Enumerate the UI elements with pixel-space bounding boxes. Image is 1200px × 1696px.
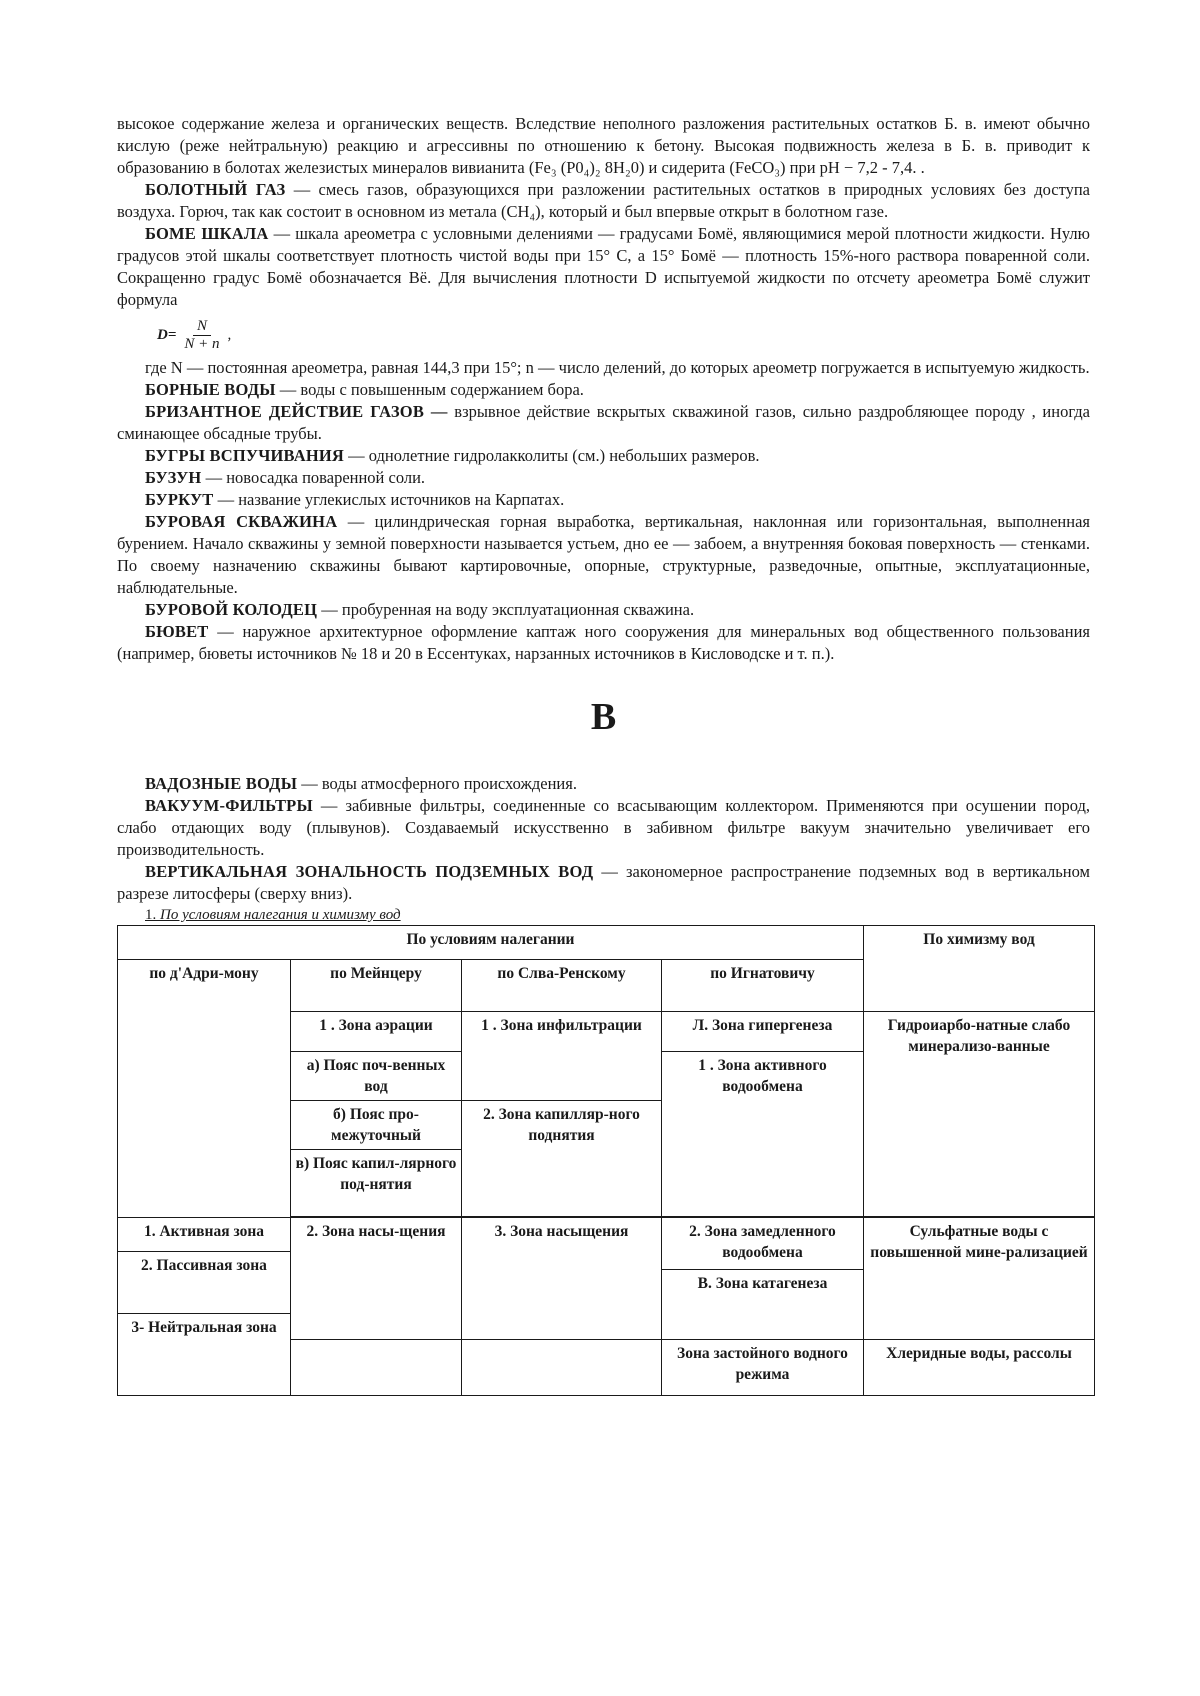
entry-definition: — воды атмосферного происхождения. [297,774,577,793]
formula-fraction [180,318,223,353]
formula-denominator: N + n [184,335,220,352]
entry-term: БОМЕ ШКАЛА [145,224,269,243]
cell-infiltration-zone: 1 . Зона инфильтрации [462,1012,662,1101]
dictionary-entry [117,621,1090,665]
entry-term: БРИЗАНТНОЕ ДЕЙСТВИЕ ГАЗОВ — [145,402,448,421]
cell-saturation-zone-savarensky: 3. Зона насыщения [462,1218,662,1340]
entry-term: БУРОВАЯ СКВАЖИНА [145,512,338,531]
cell-stagnant-zone: Зона застойного водного режима [662,1340,864,1396]
entry-definition: — воды с повышенным содержанием бора. [275,380,584,399]
cell-active-exchange-zone: 1 . Зона активного водообмена [662,1052,864,1217]
cell-empty-savarensky [462,1340,662,1396]
cell-hydrocarbonate-waters: Гидроиарбо-натные слабо минерализо-ванные [864,1012,1095,1217]
table-caption-number: 1. [145,907,160,923]
cell-passive-zone: 2. Пассивная зона [118,1252,291,1314]
entries-group-1 [117,179,1090,311]
header-conditions: По условиям налегании [118,926,864,960]
cell-adrimon: по д'Адри-мону [118,960,291,1218]
entry-definition: — название углекислых источников на Карпатах. [213,490,565,509]
entry-term: БУГРЫ ВСПУЧИВАНИЯ [145,446,345,465]
paragraph-formula-explanation: где N — постоянная ареометра, равная 144,3 при 15°; n — число делений, до которых ареометр погружается в испытуемую жидкость. [145,358,1090,377]
table-caption-text: По условиям налегания и химизму вод [160,907,401,923]
formula-numerator: N [193,318,211,336]
entry-term: БОЛОТНЫЙ ГАЗ [145,180,286,199]
cell-slow-exchange-zone: 2. Зона замедленного водообмена [662,1218,864,1270]
dictionary-entry [117,179,1090,223]
formula-lhs: D= [157,327,177,343]
entry-definition: — смесь газов, образующихся при разложении растительных остатков в природных условиях без доступа воздуха. Горюч, так как состоит в основном из метала (CH₄), который и был впервые открыт в болотном газе. [117,180,1090,221]
cell-empty-meinzer [291,1340,462,1396]
entries-group-2 [117,379,1090,665]
document-page [117,113,1090,1396]
entry-term: ВАКУУМ-ФИЛЬТРЫ [145,796,313,815]
baume-formula [117,315,1090,355]
cell-neutral-zone: 3- Нейтральная зона [118,1314,291,1396]
header-ignatovich: по Игнатовичу [662,960,864,1012]
cell-hypergenesis-zone: Л. Зона гипергенеза [662,1012,864,1052]
header-meinzer: по Мейнцеру [291,960,462,1012]
dictionary-entry [117,795,1090,861]
header-savarensky: по Слва-Ренскому [462,960,662,1012]
paragraph-intro: высокое содержание железа и органических веществ. Вследствие неполного разложения растительных остатков Б. в. имеют обычно кислую (реже нейтральную) реакцию и агрессивны по отношению к бетону. Высокая подвижность железа в Б. в. приводит к образованию в болотах железистых минералов вивианита (Fe₃ (P0₄)₂ 8H₂0) и сидерита (FeCO₃) при pH − 7,2 - 7,4. . [117,114,1090,177]
cell-saturation-zone-meinzer: 2. Зона насы-щения [291,1218,462,1340]
cell-active-zone: 1. Активная зона [118,1218,291,1252]
cell-aeration-zone: 1 . Зона аэрации [291,1012,462,1052]
cell-capillary-rise-zone: 2. Зона капилляр-ного поднятия [462,1101,662,1217]
entry-definition: — забивные фильтры, соединенные со всасывающим коллектором. Применяются при осушении пород, слабо отдающих воду (плывунов). Создаваемый искусственно в забивном фильтре вакуум значительно увеличивает его производительность. [117,796,1090,859]
dictionary-entry [117,223,1090,311]
dictionary-entry [117,511,1090,599]
entry-term: БЮВЕТ [145,622,209,641]
formula-tail: , [227,327,232,343]
header-chemistry: По химизму вод [864,926,1095,1012]
entry-term: ВЕРТИКАЛЬНАЯ ЗОНАЛЬНОСТЬ ПОДЗЕМНЫХ ВОД [145,862,594,881]
entries-group-3 [117,773,1090,905]
cell-sulfate-waters: Сульфатные воды с повышенной мине-рализацией [864,1218,1095,1340]
dictionary-entry [117,445,1090,467]
entry-term: БУРОВОЙ КОЛОДЕЦ [145,600,318,619]
entry-term: БОРНЫЕ ВОДЫ [145,380,276,399]
dictionary-entry [117,861,1090,905]
section-letter: В [590,696,617,738]
entry-term: ВАДОЗНЫЕ ВОДЫ [145,774,298,793]
cell-catagenesis-zone: В. Зона катагенеза [662,1270,864,1340]
entry-definition: — пробуренная на воду эксплуатационная скважина. [317,600,695,619]
table-caption [145,905,1090,925]
entry-definition: взрывное действие вскрытых скважиной газов, сильно раздробляющее породу , иногда сминающее обсадные трубы. [117,402,1091,443]
dictionary-entry [117,489,1090,511]
entry-term: БУЗУН [145,468,202,487]
entry-definition: — наружное архитектурное оформление каптаж ного сооружения для минеральных вод общественного пользования (например, бюветы источников № 18 и 20 в Ессентуках, нарзанных источников в Кисловодске и т. п.). [117,622,1090,663]
vertical-zonality-table [117,925,1095,1396]
dictionary-entry [117,467,1090,489]
dictionary-entry [117,379,1090,401]
entry-definition: — новосадка поваренной соли. [201,468,426,487]
cell-chloride-waters: Хлеридные воды, рассолы [864,1340,1095,1396]
entry-definition: — закономерное распространение подземных вод в вертикальном разрезе литосферы (сверху вниз). [117,862,1090,903]
dictionary-entry [117,599,1090,621]
cell-soil-water-belt: а) Пояс поч-венных вод [291,1052,462,1101]
entry-definition: — однолетние гидролакколиты (см.) небольших размеров. [344,446,760,465]
cell-intermediate-belt: б) Пояс про-межуточный [291,1101,462,1150]
cell-capillary-belt: в) Пояс капил-лярного под-нятия [291,1150,462,1217]
entry-definition: — шкала ареометра с условными делениями — градусами Бомё, являющимися мерой плотности жидкости. Нулю градусов этой шкалы соответствует плотность чистой воды при 15° С, а 15° Бомё — плотность 15%-ного раствора поваренной соли. Сокращенно градус Бомё обозначается Вё. Для вычисления плотности D испытуемой жидкости по отсчету ареометра Бомё служит формула [117,224,1090,309]
dictionary-entry [117,773,1090,795]
dictionary-entry [117,401,1090,445]
entry-term: БУРКУТ [145,490,214,509]
entry-definition: — цилиндрическая горная выработка, вертикальная, наклонная или горизонтальная, выполненная бурением. Начало скважины у земной поверхности называется устьем, дно ее — забоем, а внутренняя боковая поверхность — стенками. По своему назначению скважины бывают картировочные, опорные, структурные, разведочные, опытные, эксплуатационные, наблюдательные. [117,512,1090,597]
